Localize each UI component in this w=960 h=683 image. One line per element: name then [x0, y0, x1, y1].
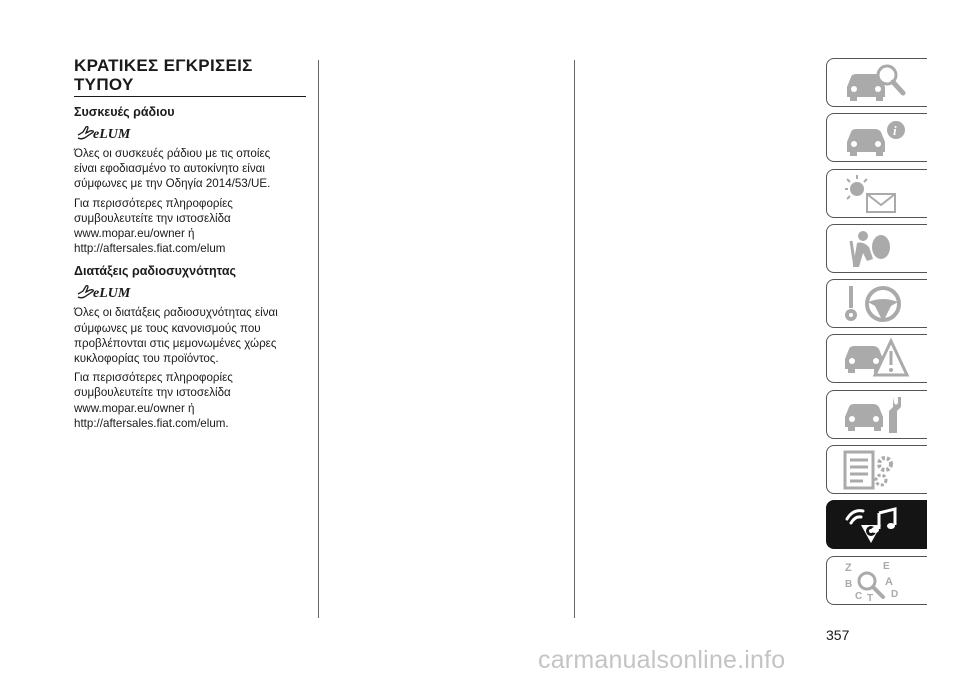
radio-paragraph-1	[74, 146, 306, 192]
tab-technical-data[interactable]	[826, 445, 927, 494]
svg-text:Z: Z	[845, 561, 852, 574]
tab-car-search[interactable]	[826, 58, 927, 107]
transmission-p2-line: www.mopar.eu/owner ή	[74, 401, 195, 415]
tab-maintenance[interactable]	[826, 390, 927, 439]
multimedia-radio-icon	[841, 503, 911, 547]
transmission-heading: Διατάξεις ραδιοσυχνότητας	[74, 264, 236, 279]
svg-text:eLUM: eLUM	[93, 127, 131, 142]
transmission-p1-line: προβλέπονται στις μεμονωμένες χώρες	[74, 336, 277, 350]
chapter-tabs	[826, 58, 928, 611]
page-number: 357	[826, 627, 850, 643]
tab-starting-driving[interactable]	[826, 279, 927, 328]
tab-multimedia[interactable]	[826, 500, 927, 549]
radio-p2-line: Για περισσότερες πληροφορίες	[74, 196, 233, 210]
tab-safety[interactable]	[826, 224, 927, 273]
car-maintenance-icon	[841, 393, 911, 437]
tab-car-info[interactable]	[826, 113, 927, 162]
column-divider-left	[318, 60, 319, 618]
airbag-person-icon	[841, 227, 911, 271]
transmission-p1-line: Όλες οι διατάξεις ραδιοσυχνότητας είναι	[74, 306, 278, 320]
section-title	[74, 56, 306, 97]
radio-paragraph-2	[74, 196, 306, 257]
alphabetical-index-icon	[841, 559, 911, 603]
transmission-paragraph-2	[74, 370, 306, 431]
tab-warning-lights[interactable]	[826, 169, 927, 218]
svg-text:B: B	[845, 578, 853, 590]
transmission-p1-line: σύμφωνες με τους κανονισμούς που	[74, 321, 261, 335]
section-title-line2: ΤΥΠΟΥ	[74, 75, 134, 94]
key-steering-wheel-icon	[841, 282, 911, 326]
car-info-icon	[841, 116, 911, 160]
radio-equipment-directive-icon	[76, 124, 306, 142]
svg-text:T: T	[867, 592, 874, 604]
svg-text:E: E	[883, 560, 890, 572]
radio-p1-line: είναι εφοδιασμένο το αυτοκίνητο είναι	[74, 162, 265, 176]
transmission-p2-line: Για περισσότερες πληροφορίες	[74, 371, 233, 385]
tab-emergency[interactable]	[826, 334, 927, 383]
transmission-p1-line: κυκλοφορίας του προϊόντος.	[74, 352, 219, 366]
radio-p2-line: http://aftersales.fiat.com/elum	[74, 242, 226, 256]
svg-text:A: A	[885, 575, 893, 588]
svg-text:D: D	[891, 588, 899, 600]
transmission-paragraph-1	[74, 305, 306, 366]
text-column	[74, 56, 306, 435]
radio-heading: Συσκευές ράδιου	[74, 105, 175, 119]
transmission-p2-line: http://aftersales.fiat.com/elum.	[74, 416, 229, 430]
radio-p1-line: σύμφωνες με την Οδηγία 2014/53/UE.	[74, 177, 271, 191]
svg-text:eLUM: eLUM	[93, 286, 131, 302]
watermark: carmanualsonline.info	[538, 646, 786, 674]
car-search-icon	[841, 61, 911, 105]
transmission-p2-line: συμβουλευτείτε την ιστοσελίδα	[74, 386, 231, 400]
column-divider-right	[574, 60, 575, 618]
svg-text:i: i	[893, 123, 897, 139]
radio-equipment-directive-icon	[76, 283, 306, 301]
radio-p2-line: www.mopar.eu/owner ή	[74, 227, 195, 241]
section-title-line1: ΚΡΑΤΙΚΕΣ ΕΓΚΡΙΣΕΙΣ	[74, 56, 253, 75]
warning-light-message-icon	[841, 172, 911, 216]
radio-p1-line: Όλες οι συσκευές ράδιου με τις οποίες	[74, 147, 271, 160]
svg-text:C: C	[855, 590, 863, 602]
technical-data-icon	[841, 448, 911, 492]
tab-index[interactable]	[826, 556, 927, 605]
car-emergency-icon	[841, 337, 911, 381]
radio-p2-line: συμβουλευτείτε την ιστοσελίδα	[74, 211, 231, 225]
